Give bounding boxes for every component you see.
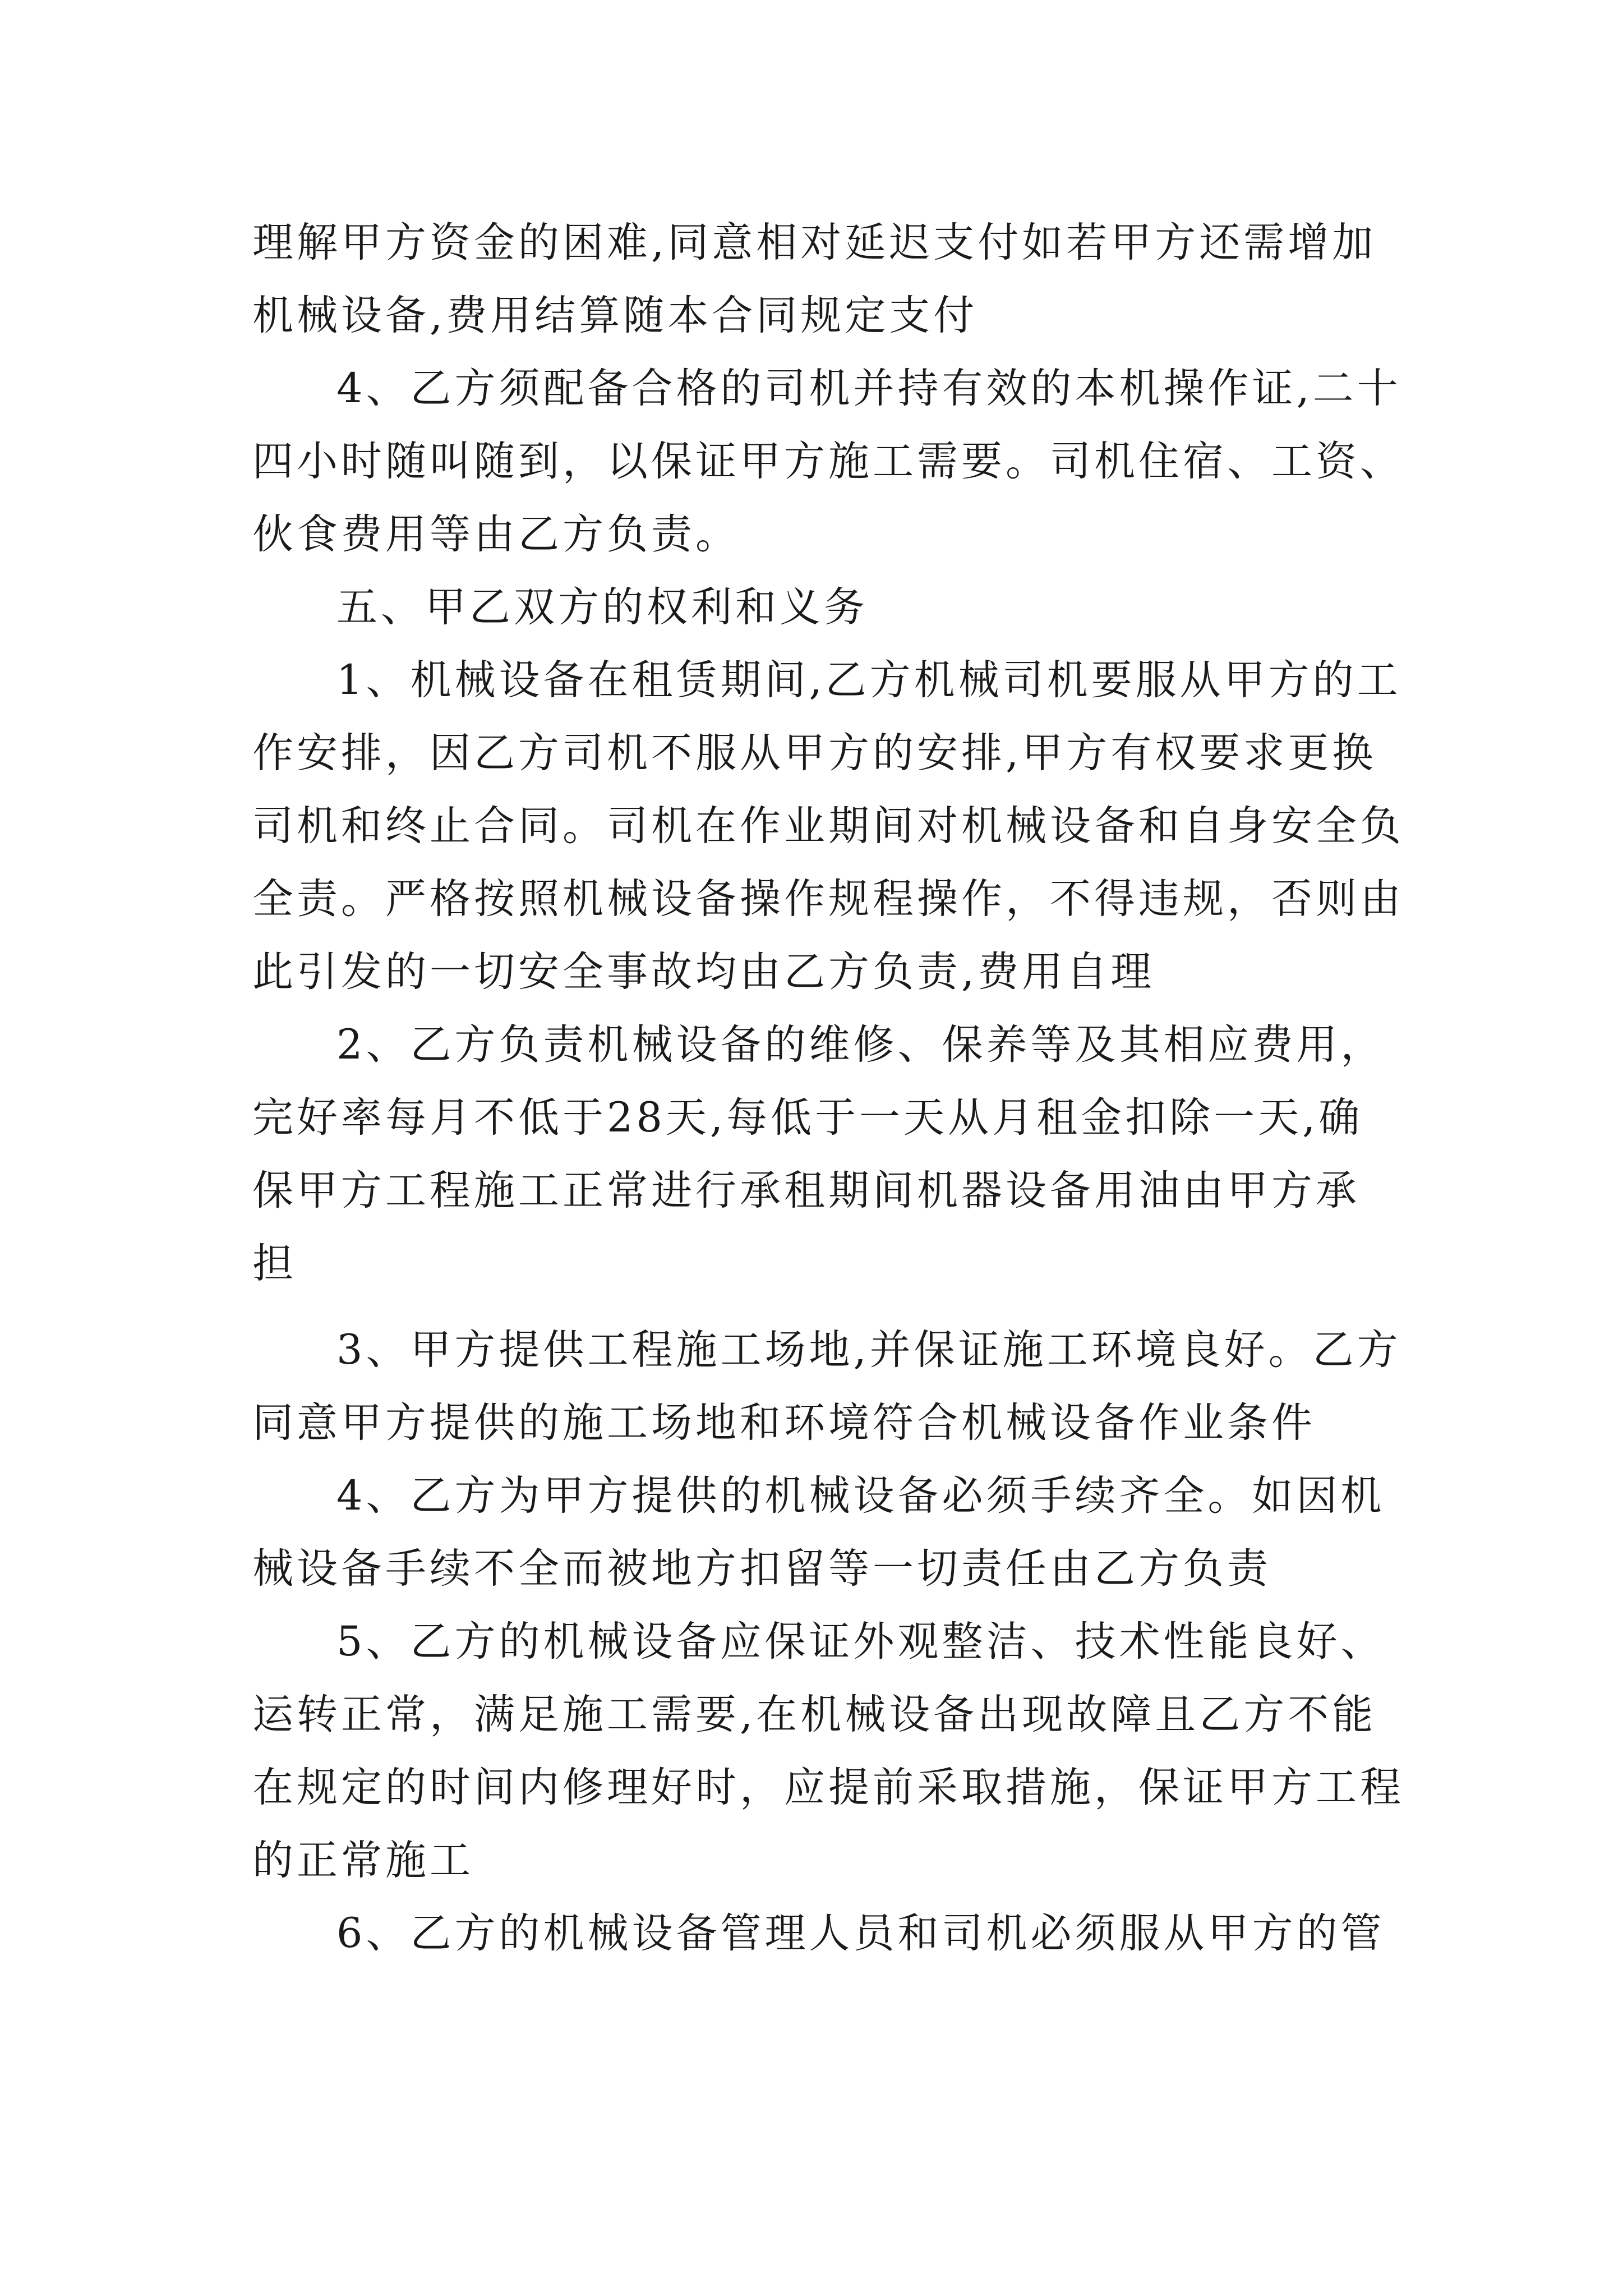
text-line: 的正常施工 (252, 1837, 474, 1884)
text-line: 在规定的时间内修理好时，应提前采取措施，保证甲方工程 (252, 1764, 1404, 1811)
contract-text (252, 206, 1404, 1970)
text-line: 6、乙方的机械设备管理人员和司机必须服从甲方的管 (336, 1910, 1385, 1957)
text-line: 同意甲方提供的施工场地和环境符合机械设备作业条件 (252, 1399, 1316, 1447)
text-line: 5、乙方的机械设备应保证外观整洁、技术性能良好、 (336, 1618, 1385, 1665)
text-line: 机械设备,费用结算随本合同规定支付 (252, 292, 978, 339)
text-line: 运转正常，满足施工需要,在机械设备出现故障且乙方不能 (252, 1691, 1377, 1738)
text-line: 四小时随叫随到，以保证甲方施工需要。司机住宿、工资、 (252, 438, 1404, 485)
text-line: 2、乙方负责机械设备的维修、保养等及其相应费用， (336, 1021, 1385, 1069)
section-heading: 五、甲乙双方的权利和义务 (336, 583, 868, 631)
text-line: 作安排，因乙方司机不服从甲方的安排,甲方有权要求更换 (252, 729, 1377, 777)
text-line: 4、乙方为甲方提供的机械设备必须手续齐全。如因机 (336, 1472, 1385, 1520)
text-line: 伙食费用等由乙方负责。 (252, 510, 740, 558)
text-line: 保甲方工程施工正常进行承租期间机器设备用油由甲方承 (252, 1167, 1360, 1214)
text-line: 3、甲方提供工程施工场地,并保证施工环境良好。乙方 (336, 1326, 1401, 1374)
text-line: 完好率每月不低于28天,每低于一天从月租金扣除一天,确 (252, 1094, 1363, 1142)
text-line: 此引发的一切安全事故均由乙方负责,费用自理 (252, 948, 1155, 996)
text-line: 械设备手续不全而被地方扣留等一切责任由乙方负责 (252, 1545, 1271, 1593)
text-line: 司机和终止合同。司机在作业期间对机械设备和自身安全负 (252, 802, 1404, 850)
text-line: 担 (252, 1240, 297, 1287)
text-line: 全责。严格按照机械设备操作规程操作，不得违规，否则由 (252, 875, 1404, 923)
text-line: 4、乙方须配备合格的司机并持有效的本机操作证,二十 (336, 365, 1401, 412)
text-line: 1、机械设备在租赁期间,乙方机械司机要服从甲方的工 (336, 656, 1401, 704)
text-line: 理解甲方资金的困难,同意相对延迟支付如若甲方还需增加 (252, 219, 1377, 266)
